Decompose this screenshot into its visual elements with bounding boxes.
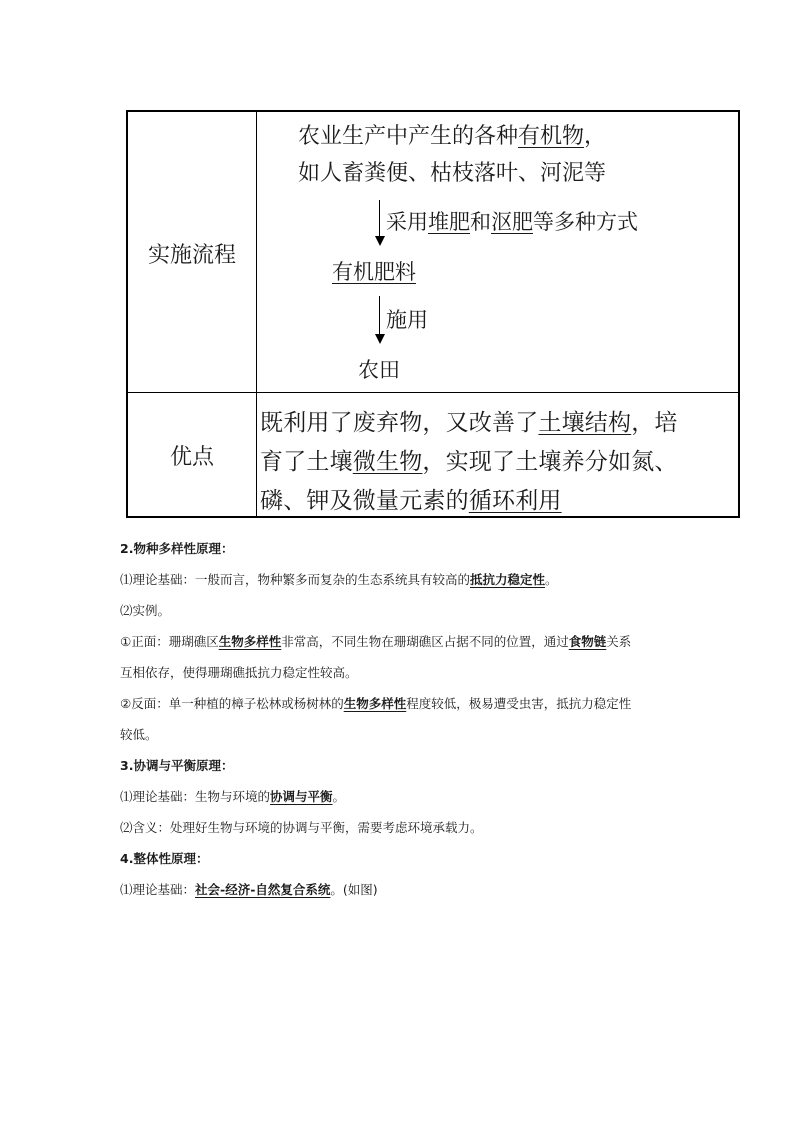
advantage-line-3: 磷、钾及微量元素的循环利用	[260, 488, 562, 514]
flow-product: 有机肥料	[332, 260, 416, 284]
flow-arrow-down-2	[379, 296, 380, 342]
section-3-basis: ⑴理论基础：生物与环境的协调与平衡。	[120, 789, 346, 804]
flow-arrow-down-1	[379, 200, 380, 244]
row-label-process: 实施流程	[147, 243, 236, 268]
section-2-negative-example: ②反面：单一种植的樟子松林或杨树林的生物多样性程度较低，极易遭受虫害，抵抗力稳定性	[120, 696, 632, 711]
section-2-positive-example: ①正面：珊瑚礁区生物多样性非常高，不同生物在珊瑚礁区占据不同的位置，通过食物链关系	[120, 634, 632, 649]
section-2-positive-example-cont: 互相依存，使得珊瑚礁抵抗力稳定性较高。	[120, 665, 358, 680]
section-3-heading: 3.协调与平衡原理：	[120, 758, 234, 773]
row-divider	[128, 392, 738, 393]
section-3-meaning: ⑵含义：处理好生物与环境的协调与平衡，需要考虑环境承载力。	[120, 820, 483, 835]
flow-result: 农田	[358, 358, 400, 382]
flow-source-line1: 农业生产中产生的各种有机物，	[298, 124, 607, 149]
section-2-heading: 2.物种多样性原理：	[120, 541, 234, 556]
section-4-heading: 4.整体性原理：	[120, 851, 209, 866]
section-4-basis: ⑴理论基础：社会-经济-自然复合系统。(如图)	[120, 882, 378, 897]
flow-source-line2: 如人畜粪便、枯枝落叶、河泥等	[298, 161, 607, 186]
advantage-line-1: 既利用了废弃物，又改善了土壤结构，培	[260, 410, 678, 436]
flow-step-apply: 施用	[386, 308, 428, 332]
flow-step-compost: 采用堆肥和沤肥等多种方式	[386, 210, 638, 234]
section-2-basis: ⑴理论基础：一般而言，物种繁多而复杂的生态系统具有较高的抵抗力稳定性。	[120, 572, 558, 587]
section-2-example-label: ⑵实例。	[120, 603, 171, 618]
principle-table	[126, 110, 740, 518]
section-2-negative-example-cont: 较低。	[120, 727, 158, 742]
column-divider	[256, 112, 257, 516]
row-label-advantage: 优点	[169, 445, 214, 470]
advantage-line-2: 育了土壤微生物，实现了土壤养分如氮、	[260, 449, 678, 475]
